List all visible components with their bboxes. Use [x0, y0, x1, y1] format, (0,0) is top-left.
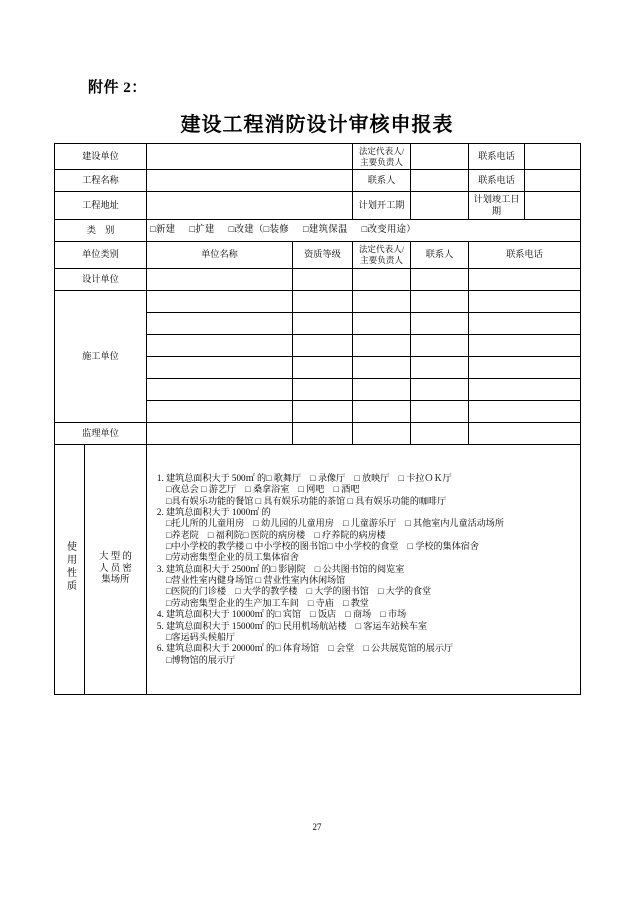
field-construction-phone-3[interactable]: [469, 334, 581, 356]
usage-item-2-line-2[interactable]: □托儿所的儿童用房 □ 幼儿园的儿童用房 □ 儿童游乐厅 □ 其他室内儿童活动场所: [166, 518, 504, 529]
field-construction-legal-rep-4[interactable]: [353, 356, 411, 378]
usage-item-5-line-2[interactable]: □客运码头候船厅: [166, 631, 236, 642]
field-construction-qualification-1[interactable]: [293, 290, 353, 312]
usage-item-4: [166, 609, 577, 620]
unit-header-category: 单位类别: [55, 242, 147, 268]
field-construction-name-4[interactable]: [147, 356, 293, 378]
table-row-design-unit: [55, 268, 581, 290]
usage-item-2-line-4[interactable]: □中小学校的教学楼 □ 中小学校的图书馆□ 中小学校的食堂 □ 学校的集体宿舍: [166, 541, 479, 552]
usage-options-list: [147, 444, 581, 694]
field-construction-legal-rep-3[interactable]: [353, 334, 411, 356]
page-title: 建设工程消防设计审核申报表: [180, 114, 454, 136]
usage-item-1: [166, 473, 577, 507]
category-option-insulation[interactable]: □建筑保温: [302, 225, 348, 236]
field-project-address-value[interactable]: [147, 192, 353, 220]
usage-item-2-line-3[interactable]: □养老院 □ 福利院□ 医院的病房楼 □ 疗养院的病房楼: [166, 529, 386, 540]
row-label-phone-1: 联系电话: [469, 144, 525, 170]
field-construction-legal-rep-6[interactable]: [353, 400, 411, 422]
unit-label-construction: 施工单位: [55, 290, 147, 422]
field-design-name[interactable]: [147, 268, 293, 290]
field-construction-legal-rep-1[interactable]: [353, 290, 411, 312]
usage-item-6-line-2[interactable]: □博物馆的展示厅: [166, 654, 236, 665]
crowded-place-label: [85, 444, 147, 694]
field-construction-phone-6[interactable]: [469, 400, 581, 422]
field-project-name-value[interactable]: [147, 170, 353, 192]
category-option-change-use[interactable]: □改变用途）: [361, 225, 416, 236]
field-supervision-phone[interactable]: [469, 422, 581, 444]
row-label-planned-finish: 计划竣工日期: [469, 192, 525, 220]
field-design-legal-rep[interactable]: [353, 268, 411, 290]
field-planned-finish-value[interactable]: [525, 192, 581, 220]
row-label-contact-person: 联系人: [353, 170, 411, 192]
category-option-rebuild[interactable]: □改建（□装修: [228, 225, 289, 236]
field-phone-1-value[interactable]: [525, 144, 581, 170]
unit-label-design: 设计单位: [55, 268, 147, 290]
field-construction-phone-2[interactable]: [469, 312, 581, 334]
unit-label-supervision: 监理单位: [55, 422, 147, 444]
usage-item-5: [166, 621, 577, 644]
table-row-supervision-unit: [55, 422, 581, 444]
field-construction-contact-4[interactable]: [411, 356, 469, 378]
usage-item-6-line-1[interactable]: 6. 建筑总面积大于 20000㎡ 的□ 体育场馆 □ 会堂 □ 公共展览馆的展示厅: [166, 643, 454, 654]
usage-item-3-line-3[interactable]: □医院的门诊楼 □ 大学的教学楼 □ 大学的图书馆 □ 大学的食堂: [166, 586, 432, 597]
field-construction-unit-value[interactable]: [147, 144, 353, 170]
field-contact-person-value[interactable]: [411, 170, 469, 192]
usage-item-3-line-2[interactable]: □营业性室内健身场馆 □ 营业性室内休闲场馆: [166, 575, 346, 586]
field-construction-contact-3[interactable]: [411, 334, 469, 356]
row-label-legal-rep-1: 法定代表人/主要负责人: [353, 144, 411, 170]
page-number: 27: [312, 822, 322, 832]
field-construction-qualification-4[interactable]: [293, 356, 353, 378]
usage-item-1-line-3[interactable]: □具有娱乐功能的餐馆 □ 具有娱乐功能的茶馆 □ 具有娱乐功能的咖啡厅: [166, 495, 447, 506]
field-legal-rep-1-value[interactable]: [411, 144, 469, 170]
category-option-new[interactable]: □新建: [150, 225, 176, 236]
field-construction-legal-rep-2[interactable]: [353, 312, 411, 334]
category-option-extend[interactable]: □扩建: [189, 225, 215, 236]
field-construction-qualification-6[interactable]: [293, 400, 353, 422]
table-row-usage-nature: [55, 444, 581, 694]
field-design-phone[interactable]: [469, 268, 581, 290]
field-construction-name-6[interactable]: [147, 400, 293, 422]
usage-item-2-line-1: 2. 建筑总面积大于 1000㎡ 的: [166, 506, 271, 517]
field-construction-name-2[interactable]: [147, 312, 293, 334]
row-label-construction-unit: 建设单位: [55, 144, 147, 170]
usage-item-4-line-1[interactable]: 4. 建筑总面积大于 10000㎡ 的□ 宾馆 □ 饭店 □ 商场 □ 市场: [166, 609, 407, 620]
usage-item-3: [166, 564, 577, 609]
usage-item-1-line-2[interactable]: □夜总会 □ 游艺厅 □ 桑拿浴室 □ 网吧 □ 酒吧: [166, 484, 360, 495]
usage-items: [150, 473, 577, 666]
usage-item-2: [166, 507, 577, 564]
field-construction-phone-5[interactable]: [469, 378, 581, 400]
row-label-planned-start: 计划开工期: [353, 192, 411, 220]
application-form-table: [54, 143, 581, 695]
field-construction-name-3[interactable]: [147, 334, 293, 356]
usage-item-1-line-1[interactable]: 1. 建筑总面积大于 500㎡ 的□ 歌舞厅 □ 录像厅 □ 放映厅 □ 卡拉ＯＫ厅: [166, 472, 452, 483]
row-label-category: 类 别: [55, 220, 147, 242]
usage-item-2-line-5[interactable]: □劳动密集型企业的员工集体宿舍: [166, 552, 299, 563]
field-construction-qualification-3[interactable]: [293, 334, 353, 356]
field-construction-qualification-2[interactable]: [293, 312, 353, 334]
field-phone-2-value[interactable]: [525, 170, 581, 192]
field-supervision-qualification[interactable]: [293, 422, 353, 444]
field-design-contact[interactable]: [411, 268, 469, 290]
field-construction-contact-2[interactable]: [411, 312, 469, 334]
row-label-phone-2: 联系电话: [469, 170, 525, 192]
usage-item-6: [166, 643, 577, 666]
usage-item-3-line-4[interactable]: □劳动密集型企业的生产加工车间 □ 寺庙 □ 教堂: [166, 597, 369, 608]
field-construction-name-5[interactable]: [147, 378, 293, 400]
unit-header-phone: 联系电话: [469, 242, 581, 268]
table-row-category: [55, 220, 581, 242]
field-construction-legal-rep-5[interactable]: [353, 378, 411, 400]
field-supervision-name[interactable]: [147, 422, 293, 444]
field-construction-phone-1[interactable]: [469, 290, 581, 312]
crowded-place-label-text: 大 型 的 人 员 密 集场所: [99, 551, 132, 586]
field-design-qualification[interactable]: [293, 268, 353, 290]
table-row: [55, 192, 581, 220]
table-row: [55, 170, 581, 192]
usage-item-3-line-1[interactable]: 3. 建筑总面积大于 2500㎡ 的□ 影剧院 □ 公共图书馆的阅览室: [166, 563, 405, 574]
unit-header-qualification: 资质等级: [293, 242, 353, 268]
unit-header-legal-rep: 法定代表人/主要负责人: [353, 242, 411, 268]
row-label-project-name: 工程名称: [55, 170, 147, 192]
attachment-label: 附件 2：: [88, 80, 147, 96]
category-options[interactable]: [147, 220, 581, 242]
field-construction-contact-1[interactable]: [411, 290, 469, 312]
unit-header-name: 单位名称: [147, 242, 293, 268]
unit-header-contact: 联系人: [411, 242, 469, 268]
usage-nature-label-text: 使用性质: [64, 541, 76, 594]
usage-nature-label: [55, 444, 85, 694]
field-supervision-legal-rep[interactable]: [353, 422, 411, 444]
table-row-unit-header: [55, 242, 581, 268]
field-construction-name-1[interactable]: [147, 290, 293, 312]
field-construction-phone-4[interactable]: [469, 356, 581, 378]
field-construction-contact-5[interactable]: [411, 378, 469, 400]
table-row-construction-unit-1: [55, 290, 581, 312]
usage-item-5-line-1[interactable]: 5. 建筑总面积大于 15000㎡ 的□ 民用机场航站楼 □ 客运车站候车室: [166, 620, 428, 631]
field-planned-start-value[interactable]: [411, 192, 469, 220]
field-construction-contact-6[interactable]: [411, 400, 469, 422]
table-row: [55, 144, 581, 170]
field-construction-qualification-5[interactable]: [293, 378, 353, 400]
row-label-project-address: 工程地址: [55, 192, 147, 220]
field-supervision-contact[interactable]: [411, 422, 469, 444]
